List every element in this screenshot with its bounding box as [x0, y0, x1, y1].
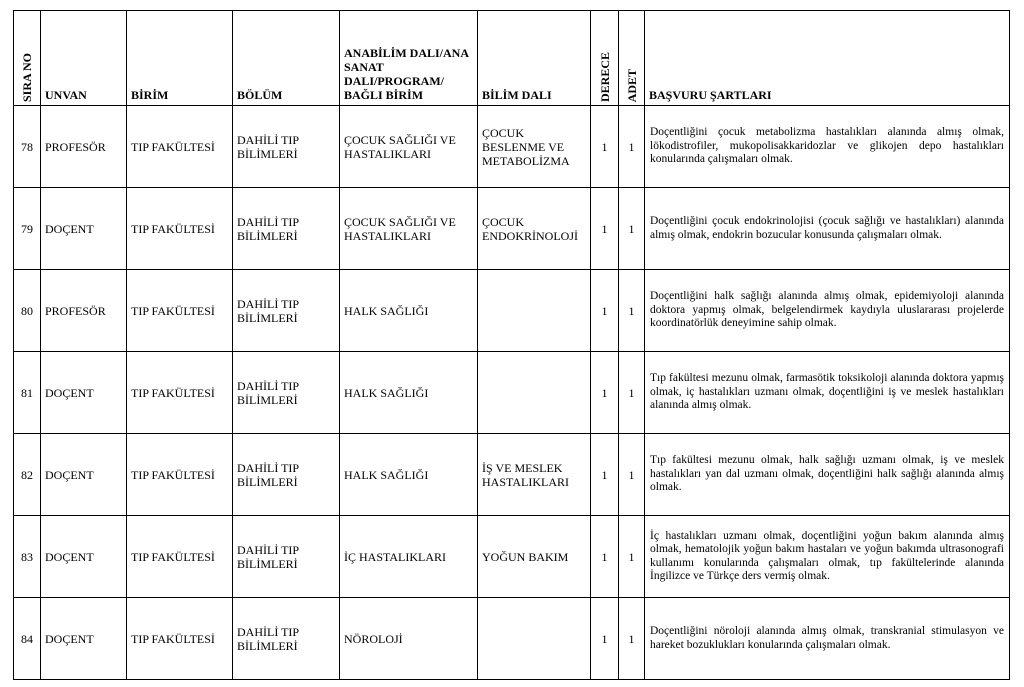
sira-no-cell: 78: [14, 106, 41, 188]
birim-cell: TIP FAKÜLTESİ: [127, 106, 233, 188]
bilim-dali-cell: ÇOCUK ENDOKRİNOLOJİ: [478, 188, 591, 270]
anabilim-cell: HALK SAĞLIĞI: [340, 270, 478, 352]
anabilim-cell: NÖROLOJİ: [340, 598, 478, 680]
unvan-cell: DOÇENT: [41, 598, 127, 680]
bolum-cell: DAHİLİ TIP BİLİMLERİ: [233, 106, 340, 188]
unvan-cell: DOÇENT: [41, 516, 127, 598]
anabilim-cell: ÇOCUK SAĞLIĞI VE HASTALIKLARI: [340, 106, 478, 188]
sira-no-cell: 81: [14, 352, 41, 434]
header-adet: ADET: [619, 11, 645, 106]
adet-cell: 1: [619, 516, 645, 598]
basvuru-sartlari-cell: Doçentliğini çocuk endokrinolojisi (çocuk sağlığı ve hastalıkları) alanında almış olmak, endokrin bozucular konusunda çalışmaları olmak.: [645, 188, 1010, 270]
table-row: [14, 270, 1010, 352]
bolum-cell: DAHİLİ TIP BİLİMLERİ: [233, 270, 340, 352]
bilim-dali-cell: [478, 270, 591, 352]
header-bolum: BÖLÜM: [233, 11, 340, 106]
table-row: [14, 598, 1010, 680]
birim-cell: TIP FAKÜLTESİ: [127, 516, 233, 598]
basvuru-sartlari-cell: Doçentliğini nöroloji alanında almış olmak, transkranial stimulasyon ve hareket bozuklukları konularında çalışmaları olmak.: [645, 598, 1010, 680]
sira-no-cell: 82: [14, 434, 41, 516]
bilim-dali-cell: [478, 598, 591, 680]
basvuru-sartlari-cell: Doçentliğini çocuk metabolizma hastalıkları alanında almış olmak, lökodistrofiler, mukopolisakkaridozlar ve glikojen depo hastalıkları konularında çalışmaları olmak.: [645, 106, 1010, 188]
bilim-dali-cell: İŞ VE MESLEK HASTALIKLARI: [478, 434, 591, 516]
unvan-cell: DOÇENT: [41, 352, 127, 434]
header-row: [14, 11, 1010, 106]
table-row: [14, 516, 1010, 598]
derece-cell: 1: [591, 598, 619, 680]
anabilim-cell: İÇ HASTALIKLARI: [340, 516, 478, 598]
derece-cell: 1: [591, 516, 619, 598]
derece-cell: 1: [591, 434, 619, 516]
bolum-cell: DAHİLİ TIP BİLİMLERİ: [233, 188, 340, 270]
adet-cell: 1: [619, 106, 645, 188]
table-body: [14, 106, 1010, 680]
bilim-dali-cell: [478, 352, 591, 434]
bilim-dali-cell: ÇOCUK BESLENME VE METABOLİZMA: [478, 106, 591, 188]
bolum-cell: DAHİLİ TIP BİLİMLERİ: [233, 598, 340, 680]
bolum-cell: DAHİLİ TIP BİLİMLERİ: [233, 516, 340, 598]
anabilim-cell: ÇOCUK SAĞLIĞI VE HASTALIKLARI: [340, 188, 478, 270]
sira-no-cell: 80: [14, 270, 41, 352]
derece-cell: 1: [591, 106, 619, 188]
header-unvan: UNVAN: [41, 11, 127, 106]
table-row: [14, 188, 1010, 270]
birim-cell: TIP FAKÜLTESİ: [127, 188, 233, 270]
adet-cell: 1: [619, 434, 645, 516]
derece-cell: 1: [591, 352, 619, 434]
sira-no-cell: 79: [14, 188, 41, 270]
adet-cell: 1: [619, 598, 645, 680]
bolum-cell: DAHİLİ TIP BİLİMLERİ: [233, 352, 340, 434]
unvan-cell: DOÇENT: [41, 434, 127, 516]
anabilim-cell: HALK SAĞLIĞI: [340, 352, 478, 434]
derece-cell: 1: [591, 270, 619, 352]
unvan-cell: PROFESÖR: [41, 106, 127, 188]
adet-cell: 1: [619, 270, 645, 352]
sira-no-cell: 83: [14, 516, 41, 598]
basvuru-sartlari-cell: Doçentliğini halk sağlığı alanında almış olmak, epidemiyoloji alanında doktora yapmış olmak, belgelendirmek kaydıyla uluslararası projelerde koordinatörlük deneyimine sahip olmak.: [645, 270, 1010, 352]
table-row: [14, 106, 1010, 188]
header-basvuru-sartlari: BAŞVURU ŞARTLARI: [645, 11, 1010, 106]
adet-cell: 1: [619, 188, 645, 270]
basvuru-sartlari-cell: Tıp fakültesi mezunu olmak, farmasötik toksikoloji alanında doktora yapmış olmak, iç hastalıkları uzmanı olmak, doçentliğini iş ve meslek hastalıkları alanında almış olmak.: [645, 352, 1010, 434]
birim-cell: TIP FAKÜLTESİ: [127, 434, 233, 516]
unvan-cell: PROFESÖR: [41, 270, 127, 352]
adet-cell: 1: [619, 352, 645, 434]
header-sira-no: SIRA NO: [14, 11, 41, 106]
bolum-cell: DAHİLİ TIP BİLİMLERİ: [233, 434, 340, 516]
anabilim-cell: HALK SAĞLIĞI: [340, 434, 478, 516]
bilim-dali-cell: YOĞUN BAKIM: [478, 516, 591, 598]
unvan-cell: DOÇENT: [41, 188, 127, 270]
header-derece: DERECE: [591, 11, 619, 106]
derece-cell: 1: [591, 188, 619, 270]
birim-cell: TIP FAKÜLTESİ: [127, 352, 233, 434]
sira-no-cell: 84: [14, 598, 41, 680]
positions-table: [13, 10, 1010, 680]
table-row: [14, 352, 1010, 434]
table-row: [14, 434, 1010, 516]
birim-cell: TIP FAKÜLTESİ: [127, 598, 233, 680]
header-birim: BİRİM: [127, 11, 233, 106]
basvuru-sartlari-cell: İç hastalıkları uzmanı olmak, doçentliğini yoğun bakım alanında almış olmak, hematolojik yoğun bakım hastaları ve yoğun bakımda ultrasonografi kullanımı konularında çalışmaları olmak, tıp fakültelerinde alanında İngilizce ve Türkçe ders vermiş olmak.: [645, 516, 1010, 598]
header-anabilim: ANABİLİM DALI/ANA SANAT DALI/PROGRAM/ BAĞLI BİRİM: [340, 11, 478, 106]
birim-cell: TIP FAKÜLTESİ: [127, 270, 233, 352]
basvuru-sartlari-cell: Tıp fakültesi mezunu olmak, halk sağlığı uzmanı olmak, iş ve meslek hastalıkları yan dal uzmanı olmak, doçentliğini halk sağlığı alanında almış olmak.: [645, 434, 1010, 516]
header-bilim-dali: BİLİM DALI: [478, 11, 591, 106]
